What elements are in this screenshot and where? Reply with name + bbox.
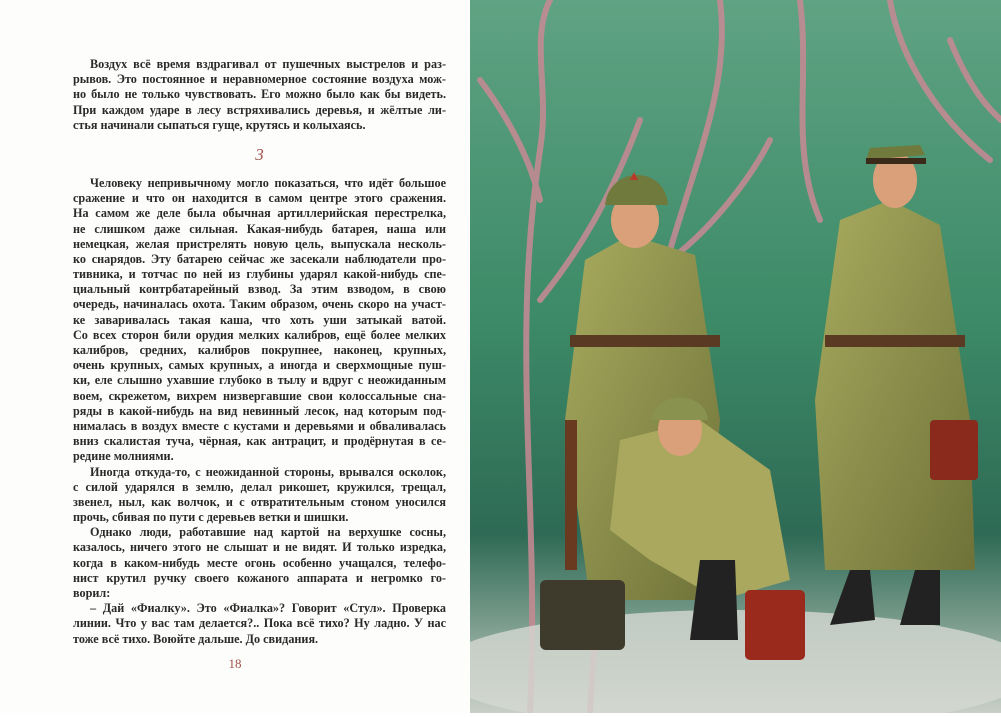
paragraph-3-line: Иногда откуда-то, с неожиданной стороны, врывался осколок, [90, 464, 446, 479]
paragraph-5-line: – Дай «Фиалку». Это «Фиалка»? Говорит «Стул». Проверка [90, 601, 446, 616]
paragraph-2-line: Человеку непривычному могло показаться, что идёт большое [90, 175, 446, 190]
paragraph-4-line: казалось, ничего этого не слышат и не видят. И только изредка, [73, 540, 446, 555]
paragraph-3-line: с силой ударялся в землю, делал рикошет, кружился, трещал, [73, 479, 446, 494]
paragraph-2-line: циальный контрбатарейный взвод. За этим взводом, в свою [73, 282, 446, 297]
paragraph-2-line: На самом же деле была обычная артиллерийская перестрелка, [73, 206, 446, 221]
paragraph-2-line: ряды в какой-нибудь на вид невинный лесок, над которым под- [73, 403, 446, 418]
paragraph-2-line: Со всех сторон били орудия мелких калибров, ещё более мелких [73, 327, 446, 342]
paragraph-2-line: очередь, начиналась охота. Таким образом, очень скоро на участ- [73, 297, 446, 312]
paragraph-2-line: очень крупных, самых крупных, а иногда и сверхмощные пуш- [73, 358, 446, 373]
paragraph-4-line: когда в каком-нибудь месте огонь особенно учащался, телефо- [73, 555, 446, 570]
paragraph-2-line: ки, еле слышно ухавшие глубоко в тылу и вдруг с неожиданным [73, 373, 446, 388]
paragraph-2-line: редине молниями. [73, 449, 174, 464]
paragraph-2-line: сражение и что он находится в самом центре этого сражения. [73, 191, 446, 206]
paragraph-1-line: стья начинали сыпаться гуще, крутясь и колыхаясь. [73, 117, 366, 132]
page-text [73, 57, 446, 647]
paragraph-2-line: тивника, и тотчас по ней из глубины ударял какой-нибудь спе- [73, 267, 446, 282]
paragraph-5-line: тоже всё тихо. Воюйте дальше. До свидания. [73, 631, 319, 646]
paragraph-3-line: прочь, сбивая по пути с деревьев ветки и шишки. [73, 510, 349, 525]
paragraph-2-line: воем, скрежетом, вихрем низвергавшие свои колоссальные сна- [73, 388, 446, 403]
illustration-soldiers-in-forest [470, 0, 1001, 713]
paragraph-4-line: ворил: [73, 586, 111, 600]
paragraph-2-line: немецкая, желая пристрелять новую цель, выпускала несколь- [73, 236, 446, 251]
paragraph-2-line: вниз скалистая туча, чёрная, как антрацит, и продёрнутая в се- [73, 434, 446, 449]
paragraph-1-line: Воздух всё время вздрагивал от пушечных выстрелов и раз- [90, 57, 446, 71]
paragraph-1-line: При каждом ударе в лесу встряхивались деревья, и жёлтые ли- [73, 102, 446, 117]
paragraph-1-line: рывов. Это постоянное и неравномерное состояние воздуха мож- [73, 72, 446, 87]
paragraph-2-line: ко снарядов. Эту батарею сейчас же засекали наблюдатели про- [73, 251, 446, 266]
paragraph-5-line: линии. Что у вас там делается?.. Пока всё тихо? Ну ладно. У нас [73, 616, 446, 631]
chapter-number: 3 [255, 144, 264, 164]
paragraph-2-line: калибров, средних, калибров покрупнее, наконец, крупных, [73, 343, 446, 357]
left-page [0, 0, 470, 713]
paragraph-4-line: нист крутил ручку своего кожаного аппарата и негромко го- [73, 570, 446, 585]
page-number: 18 [228, 656, 242, 671]
paragraph-1-line: но было не только чувствовать. Его можно было как бы видеть. [73, 87, 446, 102]
paragraph-2-line: нималась в воздух вместе с кустами и деревьями и обваливалась [73, 418, 446, 433]
field-telephone [540, 580, 625, 650]
paragraph-2-line: не слишком даже сильная. Какая-нибудь батарея, наша или [73, 221, 446, 236]
paragraph-4-line: Однако люди, работавшие над картой на верхушке сосны, [90, 525, 446, 540]
paragraph-3-line: звенел, ныл, как волчок, и с отвратительным стоном уносился [73, 494, 446, 509]
paragraph-2-line: ке заваривалась такая каша, что хоть уши затыкай ватой. [73, 312, 446, 327]
